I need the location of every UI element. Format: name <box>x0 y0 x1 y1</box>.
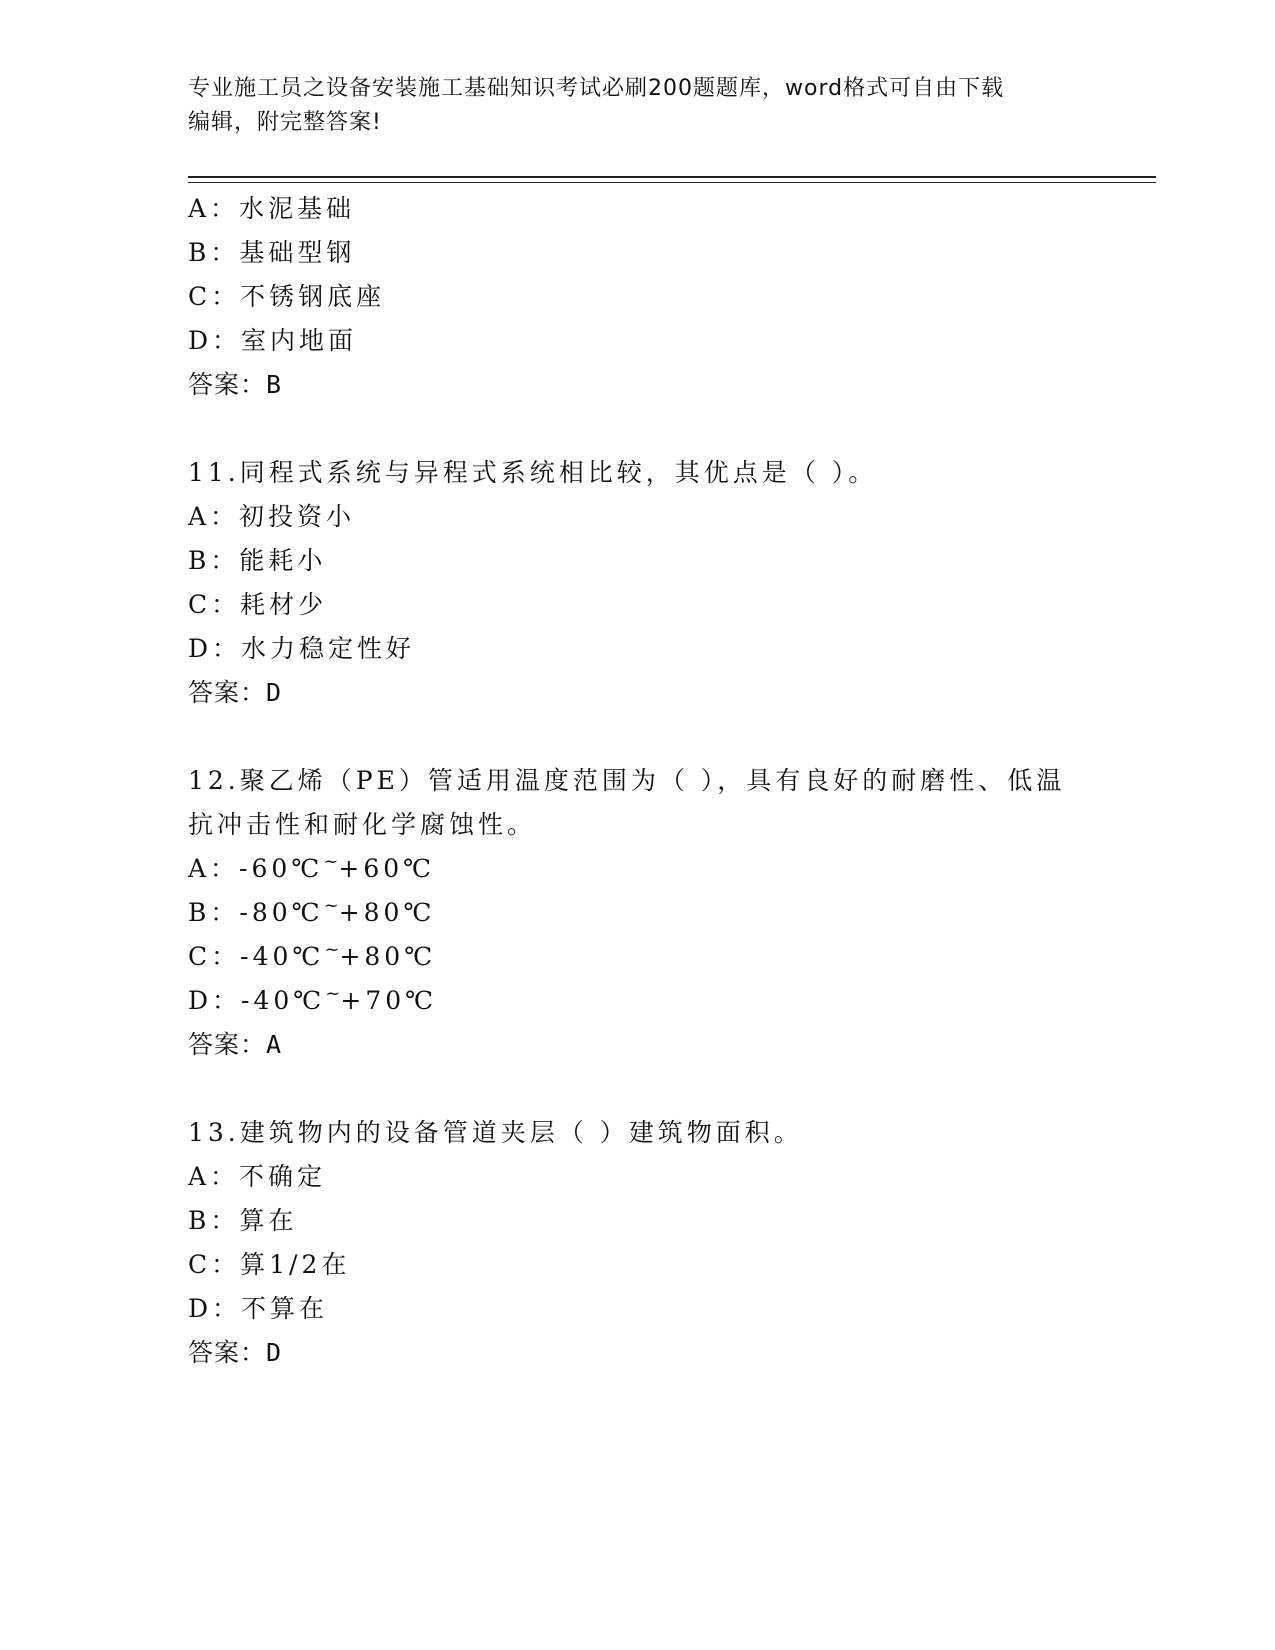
document-title <box>188 72 1088 140</box>
q12-option-b <box>188 896 435 933</box>
range-tilde: ~ <box>323 895 339 916</box>
header-divider-thick <box>188 176 1156 178</box>
q13-stem: 13.建筑物内的设备管道夹层（ ）建筑物面积。 <box>188 1118 803 1147</box>
q11-option-a: A：初投资小 <box>188 502 356 531</box>
q12-option-b-low: B：-80℃ <box>188 898 324 927</box>
q12-stem-line-1: 12.聚乙烯（PE）管适用温度范围为（ ），具有良好的耐磨性、低温 <box>188 766 1066 795</box>
title-line-1: 专业施工员之设备安装施工基础知识考试必刷200题题库，word格式可自由下载 <box>188 76 1005 101</box>
q12-option-a-high: +60℃ <box>338 854 436 883</box>
q10-option-b: B：基础型钢 <box>188 238 356 267</box>
range-tilde: ~ <box>324 939 340 960</box>
q10-answer: 答案：B <box>188 370 283 399</box>
q12-option-a <box>188 852 435 889</box>
q10-option-c: C：不锈钢底座 <box>188 282 386 311</box>
q12-option-c-low: C：-40℃ <box>188 942 325 971</box>
q11-stem: 11.同程式系统与异程式系统相比较，其优点是（ ）。 <box>188 458 878 487</box>
q12-option-d-low: D：-40℃ <box>188 986 326 1015</box>
q11-option-b: B：能耗小 <box>188 546 327 575</box>
q13-option-b: B：算在 <box>188 1206 298 1235</box>
q12-option-c <box>188 940 436 977</box>
q11-option-c: C：耗材少 <box>188 590 328 619</box>
q10-option-d: D：室内地面 <box>188 326 358 355</box>
q12-option-d <box>188 984 437 1021</box>
range-tilde: ~ <box>325 983 341 1004</box>
q12-option-c-high: +80℃ <box>339 942 437 971</box>
q11-answer: 答案：D <box>188 678 283 707</box>
header-divider-thin <box>188 182 1156 183</box>
q11-option-d: D：水力稳定性好 <box>188 634 416 663</box>
q13-option-a: A：不确定 <box>188 1162 327 1191</box>
q12-option-d-high: +70℃ <box>340 986 438 1015</box>
q12-answer: 答案：A <box>188 1030 283 1059</box>
q13-answer: 答案：D <box>188 1338 283 1367</box>
q13-option-d: D：不算在 <box>188 1294 329 1323</box>
title-line-2: 编辑，附完整答案! <box>188 110 382 135</box>
range-tilde: ~ <box>323 851 339 872</box>
q10-option-a: A：水泥基础 <box>188 194 356 223</box>
q12-option-a-low: A：-60℃ <box>188 854 324 883</box>
q12-option-b-high: +80℃ <box>338 898 436 927</box>
q12-stem-line-2: 抗冲击性和耐化学腐蚀性。 <box>188 810 537 839</box>
q13-option-c: C：算1/2在 <box>188 1250 351 1279</box>
